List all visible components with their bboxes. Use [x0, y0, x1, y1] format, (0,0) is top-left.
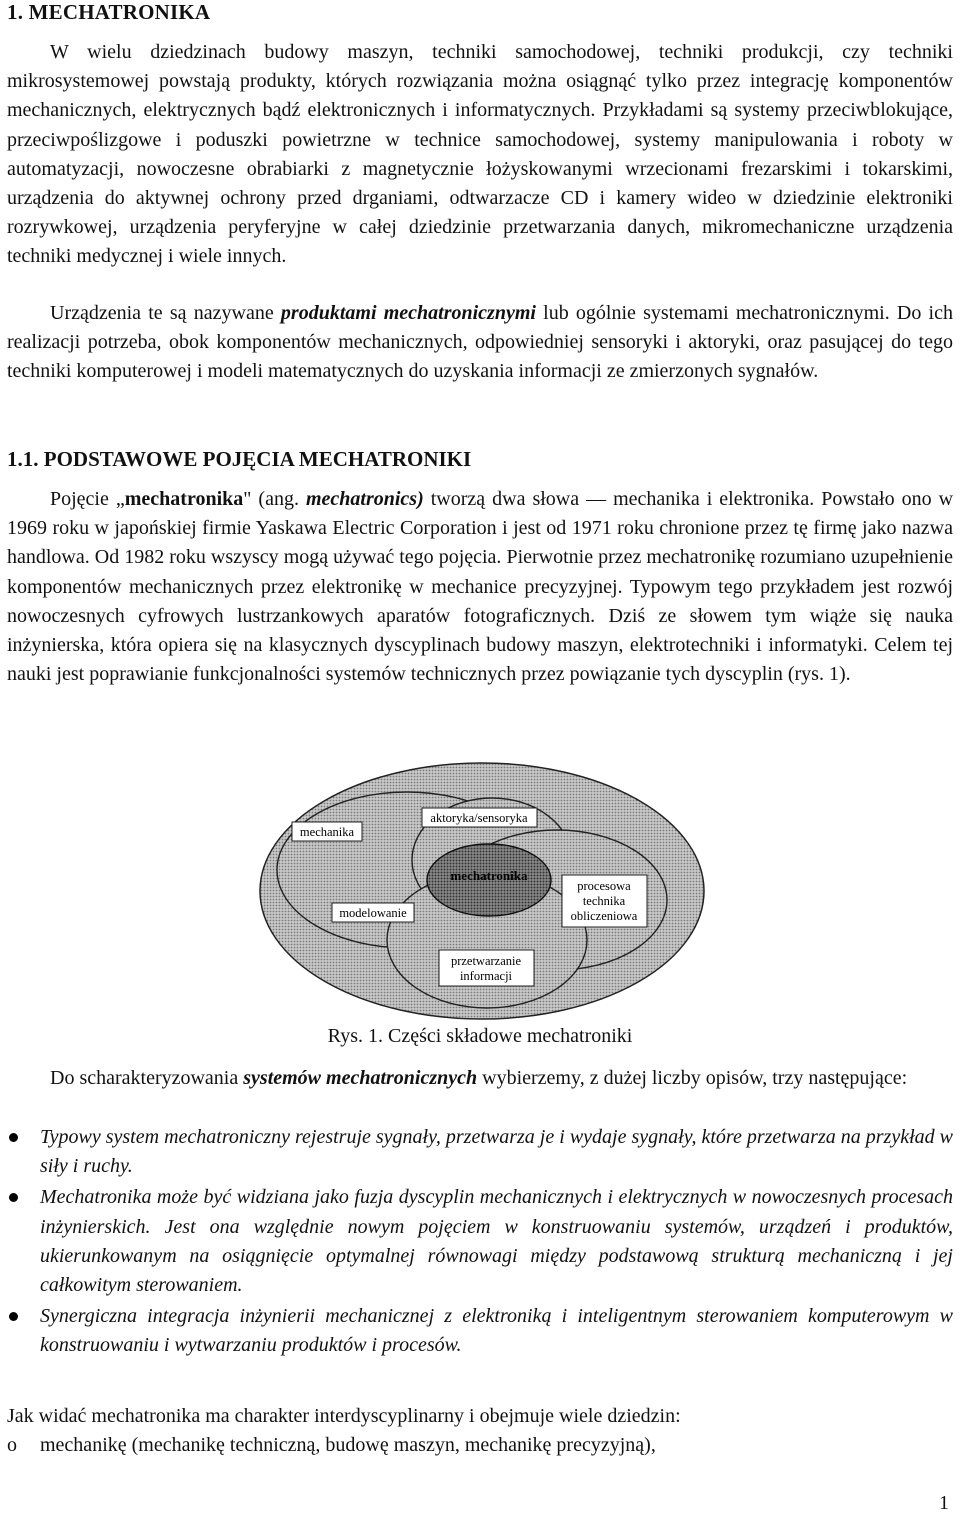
label-przetwarzanie-1: przetwarzanie: [450, 954, 522, 968]
label-procesowa-2: technika: [582, 894, 626, 908]
section-heading: 1.1. PODSTAWOWE POJĘCIA MECHATRONIKI: [7, 447, 472, 471]
p2-emphasis: produktami mechatronicznymi: [280, 302, 536, 324]
figure-caption: Rys. 1. Części składowe mechatroniki: [327, 1025, 633, 1047]
label-procesowa-3: obliczeniowa: [570, 909, 638, 923]
p2-before: Urządzenia te są nazywane: [50, 302, 281, 324]
chapter-heading: 1. MECHATRONIKA: [7, 0, 211, 24]
paragraph-characterize: [7, 1064, 953, 1093]
bullet-text: Mechatronika może być widziana jako fuzja dyscyplin mechanicznych i elektrycznych w nowoczesnych procesach inżynierskich. Jest ona względnie nowym pojęciem w konstruowaniu systemów, urządzeń i produktów, ukierunkowanym na osiągnięcie optymalnej równowagi między podstawową strukturą mechaniczną i jej całkowitym sterowaniem.: [40, 1186, 953, 1297]
paragraph-definition: [7, 485, 953, 689]
label-mechanika: mechanika: [299, 825, 355, 839]
definition-list: [7, 1123, 953, 1363]
p3-term: mechatronika: [124, 488, 244, 510]
label-aktoryka: aktoryka/sensoryka: [430, 811, 528, 825]
p2-after: lub ogólnie systemami mechatronicznymi. Do ich realizacji potrzeba, obok komponentów mechanicznych, odpowiedniej sensoryki i aktoryki, oraz pasującej do tego techniki komputerowej i modeli matematycznych do uzyskania informacji ze zmierzonych sygnałów.: [7, 302, 953, 383]
circle-bullet-marker: o: [7, 1434, 17, 1456]
page-number: 1: [939, 1492, 949, 1514]
p3-mid: " (ang.: [243, 488, 306, 510]
list-item: [7, 1302, 953, 1360]
bullet-icon: [9, 1312, 18, 1321]
sublist-item: [7, 1431, 953, 1460]
sublist-text: mechanikę (mechanikę techniczną, budowę maszyn, mechanikę precyzyjną),: [40, 1434, 656, 1456]
venn-figure: [257, 760, 707, 1022]
paragraph-products: [7, 299, 953, 387]
bullet-icon: [9, 1193, 18, 1202]
label-modelowanie: modelowanie: [339, 906, 407, 920]
p4-emphasis: systemów mechatronicznych: [243, 1067, 478, 1089]
p3-before: Pojęcie „: [50, 488, 125, 510]
venn-diagram: [257, 760, 707, 1022]
bullet-icon: [9, 1133, 18, 1142]
label-procesowa-1: procesowa: [577, 879, 631, 893]
lead-sentence: Jak widać mechatronika ma charakter interdyscyplinarny i obejmuje wiele dziedzin:: [7, 1405, 681, 1427]
paragraph-intro: W wielu dziedzinach budowy maszyn, techniki samochodowej, techniki produkcji, czy techniki mikrosystemowej powstają produkty, których rozwiązania można osiągnąć tylko przez integrację komponentów mechanicznych, elektrycznych bądź elektronicznych i informatycznych. Przykładami są systemy przeciwblokujące, przeciwpoślizgowe i poduszki powietrzne w technice samochodowej, systemy manipulowania i roboty w automatyzacji, nowoczesne obrabiarki z magnetycznie łożyskowanymi wrzecionami frezarskimi i tokarskimi, urządzenia do aktywnej ochrony przed drganiami, odtwarzacze CD i kamery wideo w dziedzinie elektroniki rozrywkowej, urządzenia peryferyjne w całej dziedzinie przetwarzania danych, mikromechaniczne urządzenia techniki medycznej i wiele innych.: [7, 41, 953, 268]
p3-term-en: mechatronics): [305, 488, 424, 510]
p4-after: wybierzemy, z dużej liczby opisów, trzy następujące:: [477, 1067, 908, 1089]
p4-before: Do scharakteryzowania: [50, 1067, 244, 1089]
bullet-text: Typowy system mechatroniczny rejestruje sygnały, przetwarza je i wydaje sygnały, które przetwarza na przykład w siły i ruchy.: [40, 1126, 953, 1178]
p3-after: tworzą dwa słowa — mechanika i elektronika. Powstało ono w 1969 roku w japońskiej firmie Yaskawa Electric Corporation i jest od 1971 roku chronione przez tę firmę jako nazwa handlowa. Od 1982 roku wszyscy mogą używać tego pojęcia. Pierwotnie przez mechatronikę rozumiano uzupełnienie komponentów mechanicznych przez elektronikę w mechanice precyzyjnej. Typowym tego przykładem jest rozwój nowoczesnych cyfrowych lustrzankowych aparatów fotograficznych. Dziś ze słowem tym wiąże się nauka inżynierska, która opiera się na klasycznych dyscyplinach budowy maszyn, elektrotechniki i informatyki. Celem tej nauki jest poprawianie funkcjonalności systemów technicznych przez powiązanie tych dyscyplin (rys. 1).: [7, 488, 954, 686]
list-item: [7, 1123, 953, 1181]
label-przetwarzanie-2: informacji: [459, 969, 513, 983]
list-item: [7, 1183, 953, 1300]
label-mechatronika: mechatronika: [450, 868, 528, 883]
bullet-text: Synergiczna integracja inżynierii mechanicznej z elektroniką i inteligentnym sterowaniem komputerowym w konstruowaniu i wytwarzaniu produktów i procesów.: [40, 1305, 953, 1357]
